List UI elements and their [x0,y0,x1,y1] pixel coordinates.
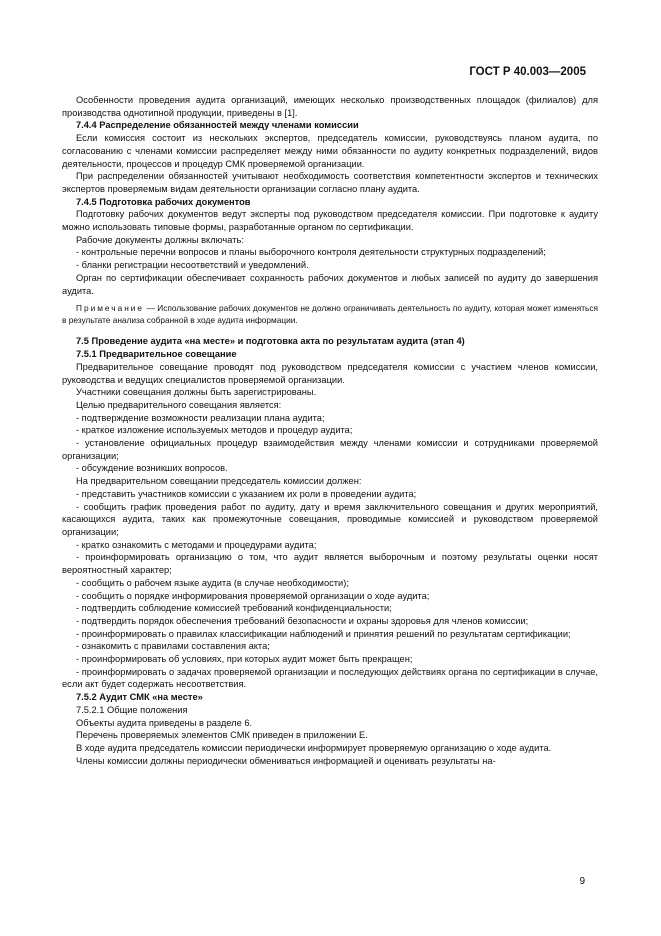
paragraph: - сообщить о порядке информирования проверяемой организации о ходе аудита; [76,590,430,601]
section-heading: 7.5.1 Предварительное совещание [76,349,237,360]
paragraph: - контрольные перечни вопросов и планы выборочного контроля деятельности структурных подразделений; [76,247,546,258]
paragraph: На предварительном совещании председатель комиссии должен: [76,476,362,487]
section-heading: 7.4.4 Распределение обязанностей между членами комиссии [76,120,359,131]
paragraph: - подтвердить порядок обеспечения требований безопасности и охраны здоровья для членов комиссии; [76,615,529,626]
paragraph: - кратко ознакомить с методами и процедурами аудита; [76,539,317,550]
paragraph: - проинформировать о правилах классификации наблюдений и принятия решений по результатам сертификации; [76,628,571,639]
paragraph: Участники совещания должны быть зарегистрированы. [76,387,317,398]
page-number: 9 [579,876,585,887]
paragraph: - установление официальных процедур взаимодействия между членами комиссии и сотрудниками проверяемой организации; [62,438,598,461]
paragraph: Целью предварительного совещания является: [76,399,282,410]
paragraph: - обсуждение возникших вопросов. [76,463,228,474]
paragraph: - бланки регистрации несоответствий и уведомлений. [76,260,309,271]
note-text: — Использование рабочих документов не должно ограничивать деятельность по аудиту, которая может изменяться в результате анализа собранной в ходе аудита информации. [62,303,598,325]
paragraph: - проинформировать организацию о том, что аудит является выборочным и поэтому результаты оценки носят вероятностный характер; [62,552,598,576]
paragraph: Объекты аудита приведены в разделе 6. [76,717,253,728]
paragraph: - подтвердить соблюдение комиссией требований конфиденциальности; [76,603,392,614]
section-heading: 7.5 Проведение аудита «на месте» и подготовка акта по результатам аудита (этап 4) [76,336,465,347]
paragraph: Подготовку рабочих документов ведут эксперты под руководством председателя комиссии. При подготовке к аудиту можно использовать типовые формы, разработанные органом по сертификации. [62,209,598,233]
note-label: Примечание [76,303,145,314]
paragraph: Предварительное совещание проводят под руководством председателя комиссии с участием членов комиссии, руководства и ведущих специалистов проверяемой организации. [62,361,598,385]
paragraph: Особенности проведения аудита организаций, имеющих несколько производственных площадок (филиалов) для производства однотипной продукции, приведены в [1]. [62,95,598,118]
paragraph: - ознакомить с правилами составления акта; [76,641,270,652]
document-body [62,94,598,767]
paragraph: Члены комиссии должны периодически обмениваться информацией и оценивать результаты на- [76,755,496,766]
paragraph: - краткое изложение используемых методов и процедур аудита; [76,425,353,436]
paragraph: Орган по сертификации обеспечивает сохранность рабочих документов и любых записей по аудиту до завершения аудита. [62,272,598,296]
paragraph: - проинформировать об условиях, при которых аудит может быть прекращен; [76,654,413,665]
paragraph: Рабочие документы должны включать: [76,234,244,245]
paragraph: Перечень проверяемых элементов СМК приведен в приложении Е. [76,730,368,741]
paragraph: 7.5.2.1 Общие положения [76,704,188,715]
paragraph: При распределении обязанностей учитывают необходимость соответствия компетентности экспертов и технических экспертов проверяемым видам деятельности организации согласно плану аудита. [62,171,598,194]
document-header: ГОСТ Р 40.003—2005 [469,66,586,78]
paragraph: - подтверждение возможности реализации плана аудита; [76,412,325,423]
paragraph: - проинформировать о задачах проверяемой организации и последующих действиях органа по сертификации в случае, если акт будет содержать несоответствия. [62,666,598,690]
paragraph: Если комиссия состоит из нескольких экспертов, председатель комиссии, руководствуясь планом аудита, по согласованию с членами комиссии распределяет между ними обязанности по аудиту конкретных подразделений, видов деятельности, процессов и процедур СМК проверяемой организации. [62,133,598,169]
note-paragraph [62,303,598,326]
paragraph: В ходе аудита председатель комиссии периодически информирует проверяемую организацию о ходе аудита. [76,742,552,753]
paragraph: - представить участников комиссии с указанием их роли в проведении аудита; [76,488,417,499]
section-heading: 7.4.5 Подготовка рабочих документов [76,196,251,207]
section-heading: 7.5.2 Аудит СМК «на месте» [76,692,203,703]
paragraph: - сообщить о рабочем языке аудита (в случае необходимости); [76,577,349,588]
paragraph: - сообщить график проведения работ по аудиту, дату и время заключительного совещания и других мероприятий, касающихся аудита, таких как промежуточные совещания, проводимые комиссией и руководством проверяемой организации; [62,501,598,537]
